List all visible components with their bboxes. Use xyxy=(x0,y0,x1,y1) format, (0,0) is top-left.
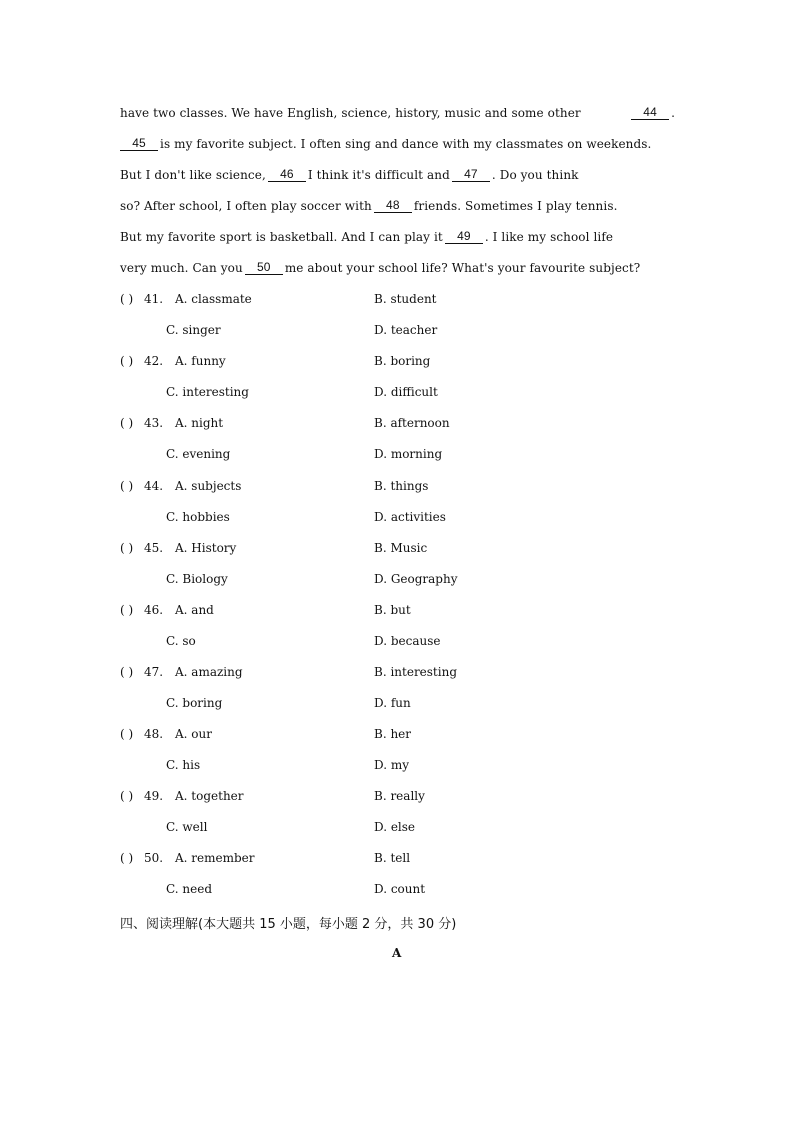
option-a[interactable]: A. and xyxy=(175,603,214,617)
option-b[interactable]: B. but xyxy=(374,603,411,617)
question-row-options xyxy=(120,812,675,843)
option-c[interactable]: C. singer xyxy=(166,323,221,337)
option-d[interactable]: D. because xyxy=(374,634,441,648)
answer-bracket[interactable]: ( ) xyxy=(120,354,134,368)
passage-text: But I don't like science, xyxy=(120,167,266,182)
passage-line xyxy=(120,190,675,221)
answer-blank-48[interactable]: 48 xyxy=(374,199,412,213)
option-b[interactable]: B. her xyxy=(374,727,412,741)
option-b[interactable]: B. tell xyxy=(374,851,411,865)
option-d[interactable]: D. activities xyxy=(374,510,446,524)
answer-blank-49[interactable]: 49 xyxy=(445,230,483,244)
question-row xyxy=(120,284,675,315)
option-a[interactable]: A. subjects xyxy=(175,479,242,493)
option-c[interactable]: C. Biology xyxy=(166,572,228,586)
option-b[interactable]: B. afternoon xyxy=(374,416,450,430)
passage-line xyxy=(120,221,675,252)
option-b[interactable]: B. interesting xyxy=(374,665,458,679)
passage-text: me about your school life? What's your favourite subject? xyxy=(284,260,641,275)
passage-line xyxy=(120,159,675,190)
question-row xyxy=(120,843,675,874)
answer-blank-45[interactable]: 45 xyxy=(120,137,158,151)
option-d[interactable]: D. my xyxy=(374,758,409,772)
option-b[interactable]: B. boring xyxy=(374,354,431,368)
option-c[interactable]: C. boring xyxy=(166,696,223,710)
passage-text: have two classes. We have English, science, history, music and some other xyxy=(120,105,581,120)
passage-text: . xyxy=(671,105,675,120)
option-a[interactable]: A. amazing xyxy=(175,665,243,679)
option-d[interactable]: D. teacher xyxy=(374,323,438,337)
answer-blank-44[interactable]: 44 xyxy=(631,106,669,120)
section-title: 四、阅读理解(本大题共 15 小题，每小题 2 分，共 30 分) xyxy=(120,917,457,932)
option-d[interactable]: D. morning xyxy=(374,447,443,461)
question-row xyxy=(120,408,675,439)
answer-blank-50[interactable]: 50 xyxy=(245,261,283,275)
question-number: 48. xyxy=(144,727,164,741)
option-a[interactable]: A. night xyxy=(175,416,224,430)
option-b[interactable]: B. Music xyxy=(374,541,428,555)
question-row-options xyxy=(120,564,675,595)
question-row-options xyxy=(120,874,675,905)
question-row xyxy=(120,346,675,377)
question-number: 44. xyxy=(144,479,164,493)
answer-bracket[interactable]: ( ) xyxy=(120,603,134,617)
question-row-options xyxy=(120,688,675,719)
option-c[interactable]: C. well xyxy=(166,820,208,834)
answer-blank-47[interactable]: 47 xyxy=(452,168,490,182)
passage-text: is my favorite subject. I often sing and dance with my classmates on weekends. xyxy=(160,136,652,151)
option-b[interactable]: B. things xyxy=(374,479,429,493)
question-number: 41. xyxy=(144,292,164,306)
answer-bracket[interactable]: ( ) xyxy=(120,541,134,555)
question-number: 45. xyxy=(144,541,164,555)
answer-bracket[interactable]: ( ) xyxy=(120,665,134,679)
answer-bracket[interactable]: ( ) xyxy=(120,789,134,803)
option-c[interactable]: C. evening xyxy=(166,447,231,461)
question-number: 46. xyxy=(144,603,164,617)
option-a[interactable]: A. our xyxy=(175,727,212,741)
subsection-label: A xyxy=(392,946,402,960)
question-number: 49. xyxy=(144,789,164,803)
question-row xyxy=(120,471,675,502)
question-row-options xyxy=(120,439,675,470)
option-d[interactable]: D. else xyxy=(374,820,416,834)
answer-bracket[interactable]: ( ) xyxy=(120,479,134,493)
option-a[interactable]: A. funny xyxy=(175,354,226,368)
option-a[interactable]: A. classmate xyxy=(175,292,252,306)
question-row-options xyxy=(120,502,675,533)
option-c[interactable]: C. interesting xyxy=(166,385,249,399)
question-row xyxy=(120,595,675,626)
answer-bracket[interactable]: ( ) xyxy=(120,851,134,865)
passage-text: . Do you think xyxy=(491,167,579,182)
question-row-options xyxy=(120,315,675,346)
answer-bracket[interactable]: ( ) xyxy=(120,292,134,306)
option-c[interactable]: C. his xyxy=(166,758,201,772)
option-d[interactable]: D. difficult xyxy=(374,385,438,399)
passage-text: I think it's difficult and xyxy=(307,167,450,182)
passage-line xyxy=(120,128,675,159)
question-number: 47. xyxy=(144,665,164,679)
option-b[interactable]: B. really xyxy=(374,789,425,803)
question-number: 42. xyxy=(144,354,164,368)
question-row xyxy=(120,781,675,812)
question-number: 50. xyxy=(144,851,164,865)
answer-blank-46[interactable]: 46 xyxy=(268,168,306,182)
option-d[interactable]: D. count xyxy=(374,882,426,896)
passage-text: so? After school, I often play soccer with xyxy=(120,198,372,213)
question-row-options xyxy=(120,750,675,781)
option-a[interactable]: A. together xyxy=(175,789,244,803)
passage-line xyxy=(120,252,675,283)
question-row-options xyxy=(120,626,675,657)
question-row xyxy=(120,719,675,750)
passage-text: friends. Sometimes I play tennis. xyxy=(413,198,618,213)
option-a[interactable]: A. remember xyxy=(175,851,255,865)
option-d[interactable]: D. fun xyxy=(374,696,411,710)
option-c[interactable]: C. so xyxy=(166,634,196,648)
option-b[interactable]: B. student xyxy=(374,292,437,306)
option-c[interactable]: C. need xyxy=(166,882,212,896)
option-d[interactable]: D. Geography xyxy=(374,572,458,586)
question-number: 43. xyxy=(144,416,164,430)
option-a[interactable]: A. History xyxy=(175,541,237,555)
passage-text: very much. Can you xyxy=(120,260,243,275)
answer-bracket[interactable]: ( ) xyxy=(120,727,134,741)
question-row-options xyxy=(120,377,675,408)
passage-text: . I like my school life xyxy=(484,229,614,244)
passage-text: But my favorite sport is basketball. And I can play it xyxy=(120,229,443,244)
option-c[interactable]: C. hobbies xyxy=(166,510,230,524)
question-row xyxy=(120,533,675,564)
answer-bracket[interactable]: ( ) xyxy=(120,416,134,430)
passage-line xyxy=(120,97,675,128)
question-row xyxy=(120,657,675,688)
